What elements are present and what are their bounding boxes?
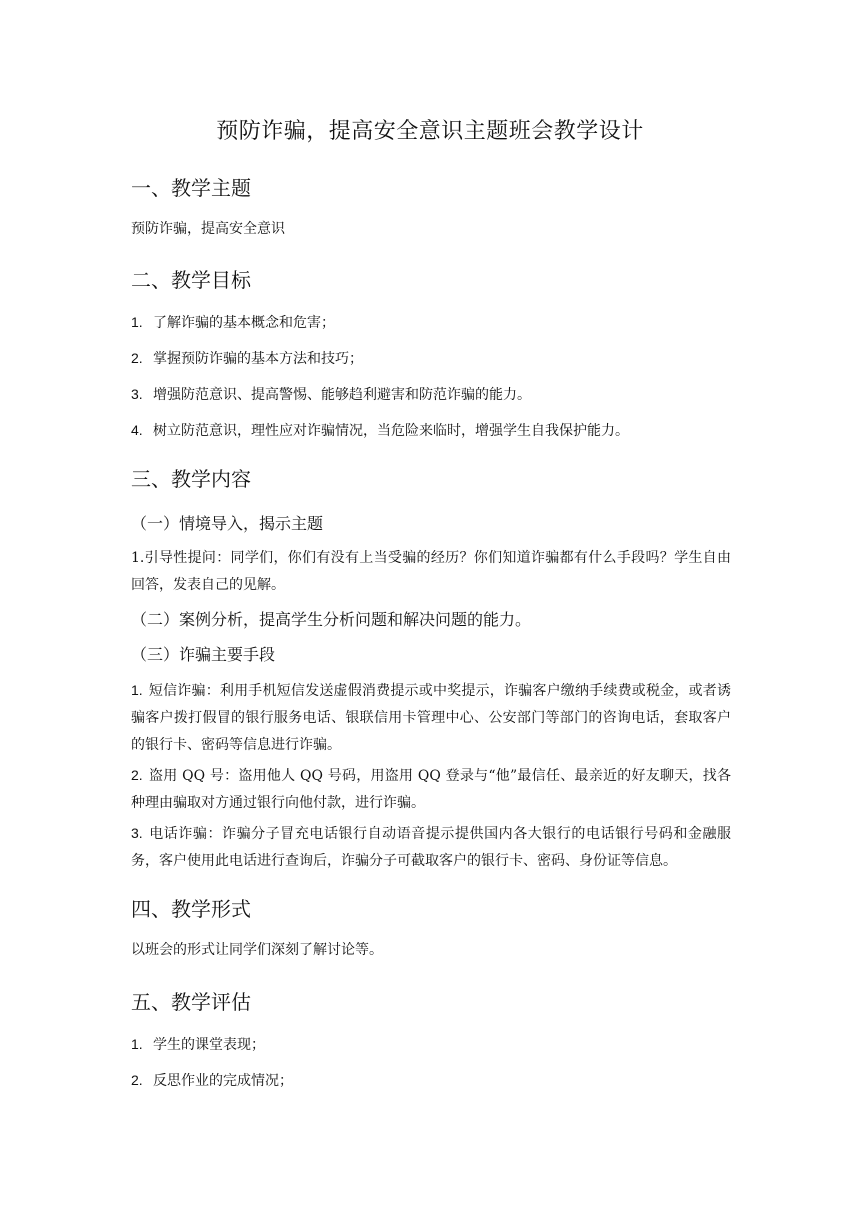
goal-text: 了解诈骗的基本概念和危害； (153, 315, 335, 331)
goal-number: 4. (131, 422, 143, 438)
evaluation-text: 学生的课堂表现； (153, 1037, 265, 1053)
goal-number: 3. (131, 386, 143, 402)
method-item (131, 677, 731, 759)
section-heading-theme: 一、教学主题 (131, 176, 251, 200)
format-text: 以班会的形式让同学们深刻了解讨论等。 (131, 942, 383, 958)
goal-number: 1. (131, 314, 143, 330)
section-heading-format: 四、教学形式 (131, 897, 251, 921)
goal-text: 掌握预防诈骗的基本方法和技巧； (153, 351, 363, 367)
method-text: 短信诈骗：利用手机短信发送虚假消费提示或中奖提示，诈骗客户缴纳手续费或税金，或者诱骗客户拨打假冒的银行服务电话、银联信用卡管理中心、公安部门等部门的咨询电话，套取客户的银行卡、密码等信息进行诈骗。 (131, 683, 731, 753)
goal-number: 2. (131, 350, 143, 366)
method-text: 电话诈骗：诈骗分子冒充电话银行自动语音提示提供国内各大银行的电话银行号码和金融服务，客户使用此电话进行查询后，诈骗分子可截取客户的银行卡、密码、身份证等信息。 (131, 826, 731, 869)
goal-item (131, 418, 731, 443)
section-heading-goals: 二、教学目标 (131, 268, 251, 292)
evaluation-number: 2. (131, 1072, 143, 1088)
subheading-methods: （三）诈骗主要手段 (131, 645, 276, 664)
subheading-intro: （一）情境导入，揭示主题 (131, 514, 324, 533)
goal-item (131, 346, 731, 371)
goal-text: 增强防范意识、提高警惕、能够趋利避害和防范诈骗的能力。 (153, 387, 531, 403)
document-title: 预防诈骗，提高安全意识主题班会教学设计 (216, 119, 644, 144)
evaluation-item (131, 1068, 731, 1093)
goal-item (131, 310, 731, 335)
evaluation-text: 反思作业的完成情况； (153, 1073, 293, 1089)
method-text: 盗用 QQ 号：盗用他人 QQ 号码，用盗用 QQ 登录与“他”最信任、最亲近的好友聊天，找各种理由骗取对方通过银行向他付款，进行诈骗。 (131, 768, 731, 811)
method-item (131, 820, 731, 875)
goal-text: 树立防范意识，理性应对诈骗情况，当危险来临时，增强学生自我保护能力。 (153, 423, 629, 439)
evaluation-item (131, 1032, 731, 1057)
method-item (131, 762, 731, 817)
method-number: 1. (131, 682, 143, 698)
theme-text: 预防诈骗，提高安全意识 (131, 221, 285, 237)
subheading-case: （二）案例分析，提高学生分析问题和解决问题的能力。 (131, 610, 532, 629)
method-number: 2. (131, 767, 143, 783)
section-heading-evaluation: 五、教学评估 (131, 990, 251, 1014)
method-number: 3. (131, 825, 143, 841)
goal-item (131, 382, 731, 407)
section-heading-content: 三、教学内容 (131, 467, 251, 491)
evaluation-number: 1. (131, 1036, 143, 1052)
intro-text: 1.引导性提问：同学们，你们有没有上当受骗的经历？你们知道诈骗都有什么手段吗？学生自由回答，发表自己的见解。 (131, 550, 731, 593)
